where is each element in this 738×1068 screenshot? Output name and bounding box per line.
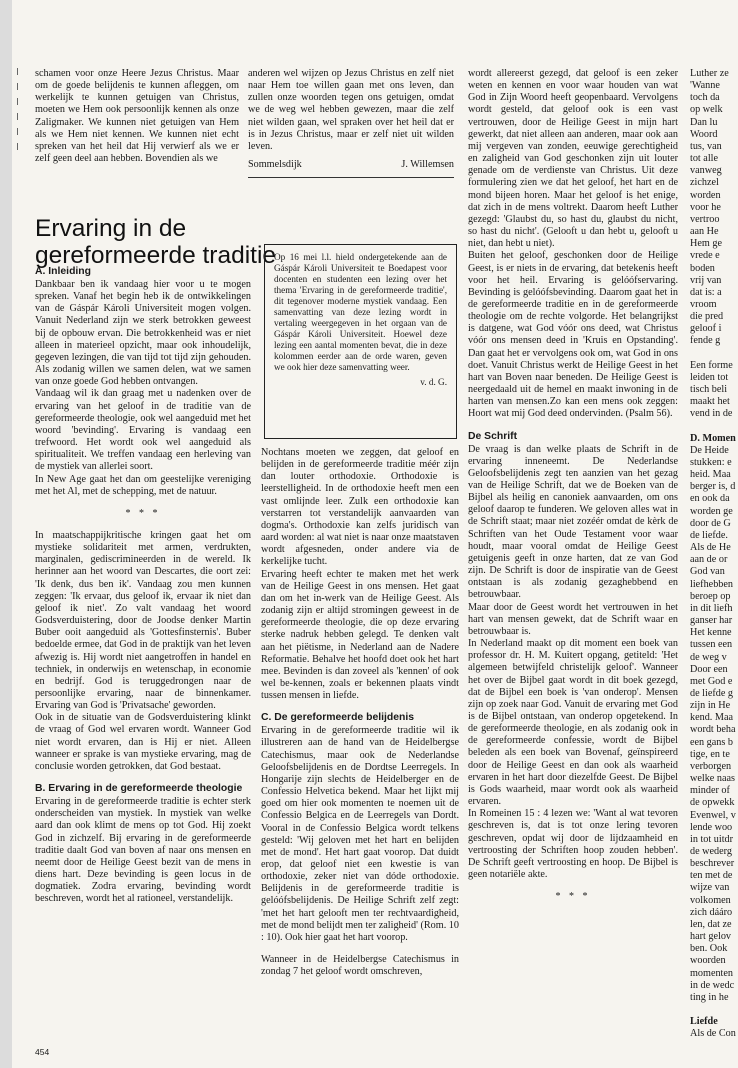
section-d-p3: In Nederland maakt op dit moment een boek van professor dr. H. M. Kuitert opgang, getiteld: 'Het algemeen betwijfeld christelijk geloof'. Wanneer het over de Bijbel gaat wordt in dit boek gezegd, dat de Bijbel een boek is 'van onderop'. Mensen zijn op zoek naar God. Vanuit de ervaring met God is de Bijbel ontstaan, van onderop opgetekend. In de gereformeerde theologie, en als zodanig ook in de gereformeerde confessie, wordt de Bijbel beleden als een boek van Bovenaf, geïnspireerd door de Heilige Geest en dan ook als waarheid ervaren in het hart door diezelfde Geest. De Bijbel is Gods waarheid, maar wordt ook als waarheid ervaren. [468,638,678,808]
col2-p1: Nochtans moeten we zeggen, dat geloof en belijden in de gereformeerde traditie méér zijn dan louter orthodoxie. Orthodoxie is leerstelligheid. In de orthodoxie heeft men een vast omlijnde leer. Zulk een orthodoxie kan verstarren tot verstandelijk aanvaarden van dogma's. Orthodoxie kan zelfs juridisch van aard worden: al wat niet is naar onze maatstaven wordt afgesneden, onder andere via de kerkelijke tucht. [261,447,459,568]
col4-line: tisch beli [690,384,728,396]
article-title: Ervaring in de gereformeerde traditie [35,215,277,269]
col1-p4: In maatschappijkritische kringen gaat het om mystieke solidariteit met armen, verdrukten, marginalen, gediscrimineerden in de wereld. Ik herinner aan het woord van Descartes, die oort zei: 'Ik denk, dus ben ik'. Vandaag zou men kunnen zeggen: 'Ik ervaar, dus geloof ik, ervaar ik niet dan geloof ik niet'. Zo valt vandaag het woord Godsverduistering, door de Joodse denker Martin Buber ooit aangeduid als 'Gottesfinsternis'. Buber bedoelde ermee, dat God in de praktijk van het leven afwezig is. Hij wordt niet aangetroffen in handel en techniek, in onderwijs en wetenschap, in economie en bedrijf. God is teruggedrongen naar de persoonlijke ervaring, naar de binnenkamer. Ervaring van God is 'Privatsache' geworden. [35,529,251,712]
col4-line: toch da [690,92,720,104]
article-col2 [261,447,459,1044]
col4-line: vroom [690,298,717,310]
col4-line: de liefde. [690,529,728,541]
magazine-page [12,0,738,1068]
col4-line: aan de or [690,554,728,566]
col3-p2: Buiten het geloof, geschonken door de Heilige Geest, is er niets in de ervaring, dat betekenis heeft voor het heil. Ervaring is gelóófservaring. Bevinding is gelóófsbevinding. Daarom gaat het in de gereformeerde traditie en in de gereformeerde theologie om de rechte volgorde. Het belangrijkst is datgene, wat God vóór ons deed, wat Christus vóór ons mensen deed in 'Kruis en Opstanding'. Dan gaat het er vervolgens ook om, wat God in ons doet. Vanuit Christus werkt de Heilige Geest in het hart van Boven naar beneden. De Heilige Geest is neergedaald uit de hemel en maakt inwoning in de harten van mensen.Zo kan een mens ook zeggen: Hoort wat mij God deed ondervinden. (Psalm 56). [468,250,678,420]
col4-line: Door een [690,663,728,675]
col4-line: Luther ze [690,68,729,79]
col4-line: ten met de [690,870,733,882]
col4-line: welke naas [690,773,735,785]
col4-line: tus, van [690,140,722,152]
col4-line: voor he [690,201,721,213]
article-col4 [690,68,738,1041]
col4-line: heid. Maa [690,469,731,481]
col4-line: beroep op [690,590,731,602]
col4-line: lende woo [690,821,733,833]
section-c-p1: Ervaring in de gereformeerde traditie wil ik illustreren aan de hand van de Heidelbergse Catechismus, maar ook de Nederlandse Geloofsbelijdenis en de Dordtse Leerregels. In Hongarije zijn slechts de Heidelberger en de Confessio Helvetica bekend. Maar het lijkt mij goed om hier ook momenten te noemen uit de Confessio Belgica en de Leerregels van Dordt. Vooral in de Confessio Belgica wordt telkens gesteld: 'Wij geloven met het hart en belijden met de mond'. Het hart gaat voorop. Dat duidt erop, dat geloof niet een kwestie is van orthodoxie, zeker niet van dóde orthodoxie. Belijdenis in de gereformeerde traditie is gelóófsbelijdenis. De Heilige Schrift zelf zegt: 'met het hart gelooft men ter rechtvaardigheid, met de mond belijdt men ter zaligheid' (Rom. 10 : 10). Ook hier gaat het hart voorop. [261,725,459,943]
col4-line: maakt het [690,396,730,408]
col4-line: de weg v [690,651,727,663]
section-d-p4: In Romeinen 15 : 4 lezen we: 'Want al wat tevoren geschreven is, dat is tot onze lering tevoren geschreven, opdat wij door de lijdzaamheid en vertroosting der Schriften hoop zouden hebben'. De Schrift geeft vertroosting en hoop. De Bijbel is geen notariële akte. [468,808,678,880]
col4-line: volkomen [690,894,731,906]
section-d-p1: De vraag is dan welke plaats de Schrift in de ervaring inneneemt. De Nederlandse Geloofsbelijdenis zegt ten aanzien van het gezag van de Heilige Schrift, dat we de Boeken van de Bijbel als heilig en canoniek aanvaarden, om ons geloof daarop te funderen. We geloven alles wat in de Schrift staat; maar niet zozéér omdat de kèrk de Schriften van het Oude Testament voor waar houdt, maar vooral omdat de Heilige Geest getuigenis geeft in onze harten, dat ze van God zijn. De Schrift is door de inspiratie van de Geest ontstaan is als zodanig gezaghebbend en betrouwbaar. [468,443,678,601]
col4-line: op welk [690,104,723,116]
col4-line: vend in de [690,408,733,420]
section-stars-1: * * * [125,507,161,519]
col4-line: worden [690,189,721,201]
col4-line: Een forme [690,359,733,371]
col4-line: Woord [690,128,718,140]
col4-line: vanweg [690,165,722,177]
col4-line: vrij van [690,274,722,286]
col4-line: ganser har [690,615,733,627]
col4-line: Hem ge [690,238,722,250]
col4-line: wordt beha [690,724,736,736]
section-b-heading: B. Ervaring in de gereformeerde theologie [35,783,243,795]
col4-line: en ook da [690,493,730,505]
col4-line: Dan lu [690,116,718,128]
col4-line: God van [690,566,725,578]
col4-line: beschrever [690,858,735,870]
col4-line: de wederg [690,846,732,857]
col4-line: Als de Con [690,1028,736,1040]
col4-line: tige, en te [690,748,730,760]
col1-p5: Ook in de situatie van de Godsverduistering klinkt de vraag of God wel ervaren wordt. Wanneer God niet wordt ervaren, dan is Hij er niet. Alleen wanneer er sprake is van mystieke ervaring, mag de conclusie worden getrokken, dat God bestaat. [35,712,251,772]
col4-line: 'Wanne [690,80,720,92]
col4-line: de opwekk [690,797,735,809]
col4-line: aan He [690,226,719,238]
col4-line: de liefde g [690,687,733,699]
col4-line: in tot uitdr [690,833,734,845]
col4-line: De Heide [690,444,729,456]
signature-place: Sommelsdijk [248,159,302,171]
col4-line: berger is, d [690,481,736,493]
col4-line [690,1004,738,1016]
col4-line [690,348,738,360]
col4-line: Liefde [690,1016,718,1028]
col4-line: Als de He [690,542,731,554]
section-d-p2: Maar door de Geest wordt het vertrouwen in het hart van mensen gewekt, dat de Schrift waar en betrouwbaar is. [468,601,678,637]
col4-line: D. Momen [690,432,736,444]
col4-line: worden ge [690,505,733,517]
col4-line: met God e [690,675,733,687]
col4-line: die pred [690,311,724,323]
col4-line: wijze van [690,882,730,894]
prev-article-text-1: schamen voor onze Heere Jezus Christus. Maar om de goede belijdenis te kunnen afleggen, om werkelijk te kunnen getuigen van Christus, moeten we Hem ook persoonlijk kennen als onze Zaligmaker. We kunnen niet getuigen van Hem als we Hem niet kennen. We kunnen niet echt spreken van het heil dat Hij verwierf als we er zelf geen deel aan hebben. Bovendien als we [35,68,239,165]
col4-line: Evenwel, v [690,809,736,821]
divider [248,177,454,178]
col4-line: kend. Maa [690,712,733,724]
col4-line: hart gelov [690,931,732,943]
col4-line: woorden [690,955,726,967]
col4-line: een gans b [690,736,733,748]
col4-line: minder of [690,785,730,797]
section-a-heading: A. Inleiding [35,266,91,277]
col4-line: liefhebben [690,578,733,590]
col4-line: Het kenne [690,627,732,639]
col4-line [690,421,738,433]
article-col1 [35,266,251,1044]
col4-line: stukken: e [690,457,732,468]
section-stars-2: * * * [555,891,591,903]
prev-article-text-2: anderen wel wijzen op Jezus Christus en zelf niet naar Hem toe willen gaan met ons leven, dan zullen onze woorden tegen ons getuigen, omdat we de weg wel hebben gewezen, maar die zelf niet wilden gaan, wel spraken over het heil dat er is in Jezus Christus, maar er zelf niet uit wilden leven. [248,68,454,152]
col2-p3: Wanneer in de Heidelbergse Catechismus in zondag 7 het geloof wordt omschreven, [261,954,459,978]
col4-line: ben. Ook [690,943,728,955]
col4-line: tot alle [690,153,719,165]
signature-name: J. Willemsen [401,159,454,171]
section-c-heading: C. De gereformeerde belijdenis [261,712,415,724]
col4-line: verborgen [690,760,732,772]
col4-line: geloof i [690,323,722,335]
section-a-p3: In New Age gaat het dan om geestelijke vereniging met het Al, met de schepping, met de natuur. [35,473,251,497]
col4-line: zichzel [690,177,719,189]
intro-initials: v. d. G. [420,377,447,387]
signature [248,159,454,171]
col2-p2: Ervaring heeft echter te maken met het werk van de Heilige Geest in ons mensen. Het gaat dan om het in-werk van de Heilige Geest. Als zodanig zijn er altijd stromingen geweest in de gereformeerde theologie, die op deze ervaring sterke nadruk hebben gelegd. Te denken valt aan het piëtisme, in Nederland aan de Nadere Reformatie. Behalve het hoofd doet ook het hart mee. Bevinden is dan zoveel als 'kennen' of ook wel be-kennen, zoals er bekennen plaats vindt tussen mensen in liefde. [261,568,459,702]
col4-line: fende g [690,335,721,347]
col4-line: tussen een [690,639,733,651]
col4-line: zijn in He [690,700,731,712]
prev-article-col2 [248,68,454,178]
col4-line: in dit liefh [690,602,733,614]
section-b-p1: Ervaring in de gereformeerde traditie is echter sterk onderscheiden van mystiek. In mystiek van welke aard dan ook klimt de mens op tot God. Hij zoekt God in zichzelf. Bij ervaring in de gereformeerde traditie daalt God van boven af naar ons mensen en neemt door de Heilige Geest bezit van de mens in diens hart. Deze bevinding is geen locus in de dogmatiek. Zodra ervaring, bevinding wordt beschreven, wordt het al rationeel, verstandelijk. [35,796,251,905]
intro-text: Op 16 mei l.l. hield ondergetekende aan de Gáspár Károli Universiteit te Boedapest voor docenten en studenten een lezing over het thema 'Ervaring in de gereformeerde traditie', dit tegenover moderne mystiek vandaag. Een samenvatting van deze lezing wordt in vertaling weergegeven in het orgaan van de Gáspár Károli Universiteit. Hoewel deze lezing een aantal momenten bevat, die in deze kolommen eerder aan de orde waren, geven we ook hier deze samenvatting weer. [274,252,447,372]
col4-line: ting in he [690,991,729,1003]
page-number: 454 [35,1047,50,1057]
col4-line: len, dat ze [690,918,732,930]
section-d-heading: De Schrift [468,430,518,442]
col4-line: vrede e [690,250,720,262]
col4-line: zich dááro [690,906,733,918]
section-a-p2: Vandaag wil ik dan graag met u nadenken over de ervaring van het geloof in de traditie van de gereformeerde theologie, ook wel aangeduid met het woord 'bevinding'. Ervaring is vandaag een trefwoord. Het wordt ook wel aangeduid als spiritualiteit. We treffen vandaag een herleving van de mystiek van allerlei soort. [35,388,251,473]
article-col3 [468,68,678,1003]
col4-line: boden [690,262,715,274]
col3-p1: wordt allereerst gezegd, dat geloof is een zeker weten en kennen en voor waar houden van wat God in Zijn Woord heeft geopenbaard. Vervolgens wordt gesteld, dat geloof ook is een vast vertrouwen, door de Heilige Geest in mijn hart gewerkt, dat niet alleen aan anderen, maar ook aan mij vergeven van zonden, eeuwige gerechtigheid en zaligheid van God geschonken zijn uit louter genade om de verdienste van Christus. Uit deze formulering zien we dat het geloof, het hart en de mond bijeen horen. Maar het geloof is het enige, dat zich in de mens voltrekt. Daarom heeft Luther gezegd: 'Glaubst du, so hast du, glaubst du nicht, so hast du nicht'. (Gelooft u dan hebt u, gelooft u niet, dan hebt u niet). [468,68,678,250]
section-a-p1: Dankbaar ben ik vandaag hier voor u te mogen spreken. Vanaf het begin heb ik de ontwikkelingen van de Gáspár Károli Universiteit mogen volgen. Vanuit Nederland zijn we sterk betrokken geweest bij de opbouw ervan. Die betrokkenheid was er niet alleen in materieel opzicht, maar ook inhoudelijk, gegeven lezingen, die van tijd tot tijd zijn gehouden. Als zodanig willen we samen delen, wat we samen van onze goede God hebben ontvangen. [35,279,251,388]
col4-line: door de G [690,517,731,529]
col4-line: dat is: a [690,286,722,298]
margin-marks [17,68,19,158]
col4-line: in de wedc [690,979,735,991]
col4-line: leiden tot [690,371,729,383]
col4-line: vertroo [690,213,720,225]
intro-box [264,244,457,439]
prev-article-col1 [35,68,239,178]
col4-line: momenten [690,967,734,979]
